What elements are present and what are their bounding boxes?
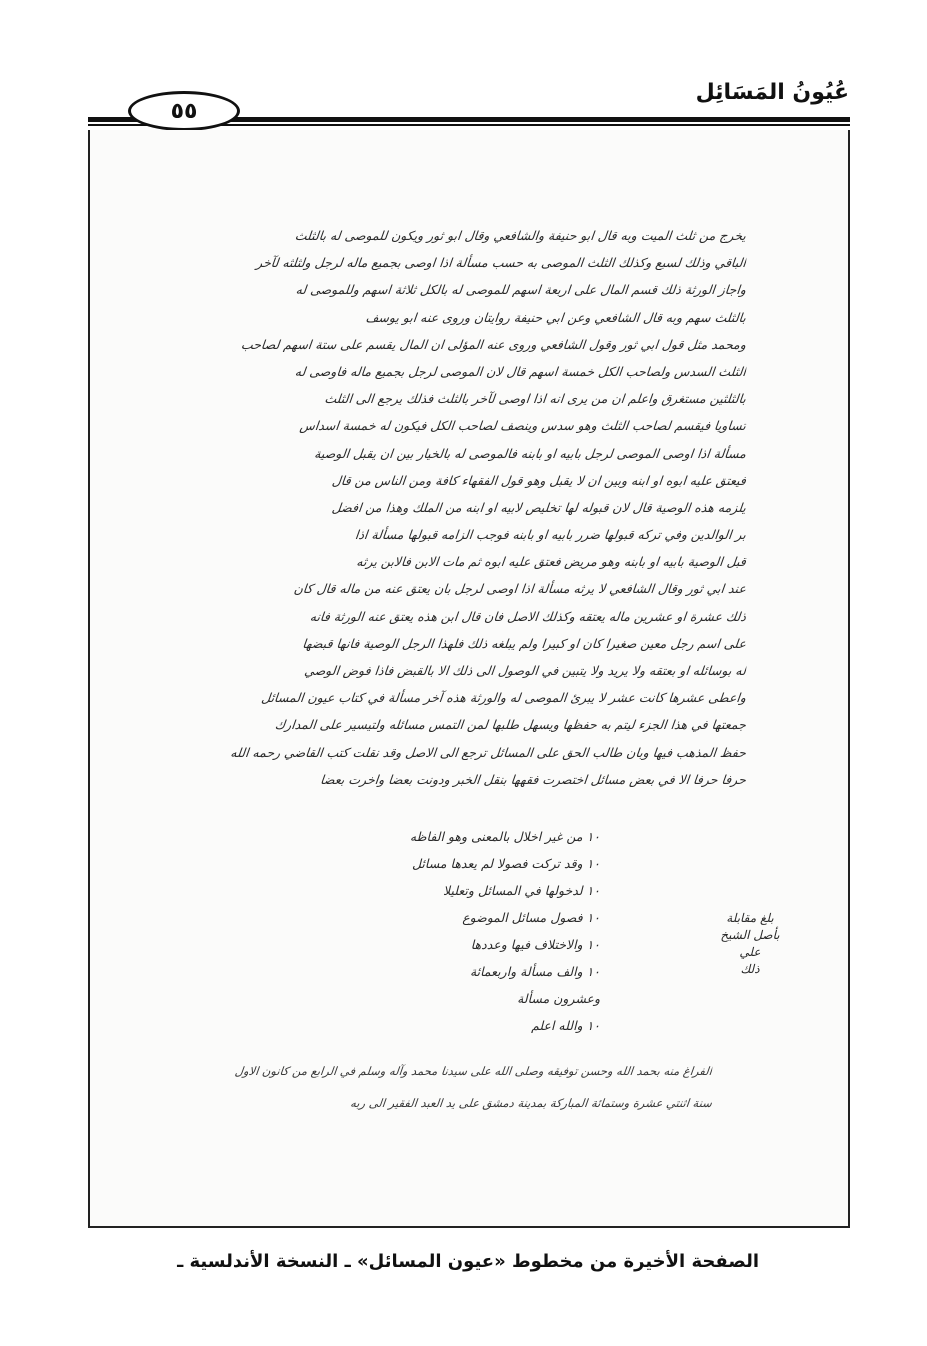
manuscript-list xyxy=(280,823,600,1039)
manuscript-line: حفظ المذهب فيها وبان طالب الحق على المسائل ترجع الى الاصل وقد نقلت كتب القاضي رحمه الله xyxy=(229,744,747,760)
list-item: ١٠ والله اعلم xyxy=(531,1018,600,1033)
manuscript-line: الثلث السدس ولصاحب الكل خمسة اسهم قال لان الموصى لرجل بجميع ماله فاوصى له xyxy=(294,363,747,379)
list-item: ١٠ فصول مسائل الموضوع xyxy=(462,910,600,925)
margin-note-line: ذلك xyxy=(740,962,760,976)
book-title: عُيُونُ المَسَائِل xyxy=(695,80,849,105)
page-number-badge xyxy=(128,91,240,131)
manuscript-line: قبل الوصية بابيه او بابنه وهو مريض فعتق عليه ابوه ثم مات الابن فالابن يرثه xyxy=(355,554,747,570)
list-item: وعشرون مسألة xyxy=(517,991,600,1006)
manuscript-colophon xyxy=(162,1055,712,1119)
margin-note-line: بلغ مقابلة xyxy=(726,911,774,925)
manuscript-line: تساويا فيقسم لصاحب الثلث وهو سدس وينصف لصاحب الكل فيكون له خمسة اسداس xyxy=(298,418,747,434)
manuscript-line: بالثلثين مستغرق واعلم ان من يرى انه اذا اوصى لآخر بالثلث فذلك يرجع الى الثلث xyxy=(323,391,747,407)
manuscript-line: عند ابي ثور وقال الشافعي لا يرثه مسألة اذا اوصى لرجل بان يعتق عنه من ماله قال كان xyxy=(293,581,747,597)
list-item: ١٠ من غير اخلال بالمعنى وهو الفاظه xyxy=(409,829,600,844)
manuscript-line: الباقي وذلك لسبع وكذلك الثلث الموصى به حسب مسألة اذا اوصى بجميع ماله لرجل ولثلثه لآخر xyxy=(255,255,747,271)
manuscript-line: مسألة اذا اوصى الموصى لرجل بابيه او بابنه فالموصى له بالخيار بين ان يقبل الوصية xyxy=(313,445,747,461)
colophon-line: الفراغ منه بحمد الله وحسن توفيقه وصلى الله على سيدنا محمد وآله وسلم في الرابع من كانون الاول xyxy=(234,1064,713,1078)
manuscript-line: ومحمد مثل قول ابي ثور وقول الشافعي وروى عنه المؤلى ان المال يقسم على ستة اسهم لصاحب xyxy=(240,336,747,352)
page-number: ٥٥ xyxy=(170,98,198,124)
manuscript-line: جمعتها في هذا الجزء ليتم به حفظها ويسهل طلبها لمن التمس مسائله ولتيسير على المدارك xyxy=(274,717,747,733)
manuscript-line: ذلك عشرة او عشرين ماله يعتقه وكذلك الاصل فان قال ابن هذه يعتق عنه الورثة فانه xyxy=(309,608,747,624)
colophon-line: سنة اثنتي عشرة وستمائة المباركة بمدينة دمشق على يد العبد الفقير الى ربه xyxy=(349,1096,713,1110)
manuscript-line: بر الوالدين وفي تركه قبولها ضرر بابيه او بابنه فوجب الزامه قبولها مسألة اذا xyxy=(354,527,747,543)
manuscript-image xyxy=(88,130,850,1228)
manuscript-line: واعطى عشرها كانت عشر لا يبرئ الموصى له والورثة هذه آخر مسألة في كتاب عيون المسائل xyxy=(260,690,747,706)
manuscript-line: يخرج من ثلث الميت وبه قال ابو حنيفة والشافعي وقال ابو ثور ويكون للموصى له بالثلث xyxy=(294,228,747,243)
manuscript-line: بالثلث سهم وبه قال الشافعي وعن ابي حنيفة روايتان وروى عنه ابو يوسف xyxy=(364,309,747,325)
figure-caption: الصفحة الأخيرة من مخطوط «عيون المسائل» ـ النسخة الأندلسية ـ xyxy=(177,1251,759,1272)
list-item: ١٠ والف مسألة واربعمائة xyxy=(469,964,600,979)
list-item: ١٠ لدخولها في المسائل وتعليلا xyxy=(443,883,600,898)
margin-note-line: بأصل الشيخ علي xyxy=(720,928,780,959)
manuscript-line: واجاز الورثة ذلك قسم المال على اربعة اسهم للموصى له بالكل ثلاثة اسهم وللموصى له xyxy=(295,282,747,298)
manuscript-body xyxy=(180,222,746,793)
manuscript-line: على اسم رجل معين صغيرا كان او كبيرا ولم يبلغه ذلك فلهذا الرجل الوصية فانها قبضها xyxy=(301,635,747,651)
manuscript-line: يلزمه هذه الوصية قال لان قبوله لها تخليص لابيه او ابنه من الملك وهذا من افضل xyxy=(331,499,747,515)
list-item: ١٠ والاختلاف فيها وعددها xyxy=(470,937,600,952)
manuscript-line: فيعتق عليه ابوه او ابنه وبين ان لا يقبل وهو قول الفقهاء كافة ومن الناس من قال xyxy=(331,472,747,488)
manuscript-line: حرفا حرفا الا في بعض مسائل اختصرت فقهها بنقل الخبر ودونت بعضا واخرت بعضا xyxy=(319,771,747,787)
margin-note xyxy=(710,910,790,978)
list-item: ١٠ وقد تركت فصولا لم يعدها مسائل xyxy=(411,856,600,871)
manuscript-line: له بوسائله او بعتقه ولا يريد ولا يتبين في الوصول الى ذلك الا بالقبض فاذا فوض الوصي xyxy=(303,663,747,678)
